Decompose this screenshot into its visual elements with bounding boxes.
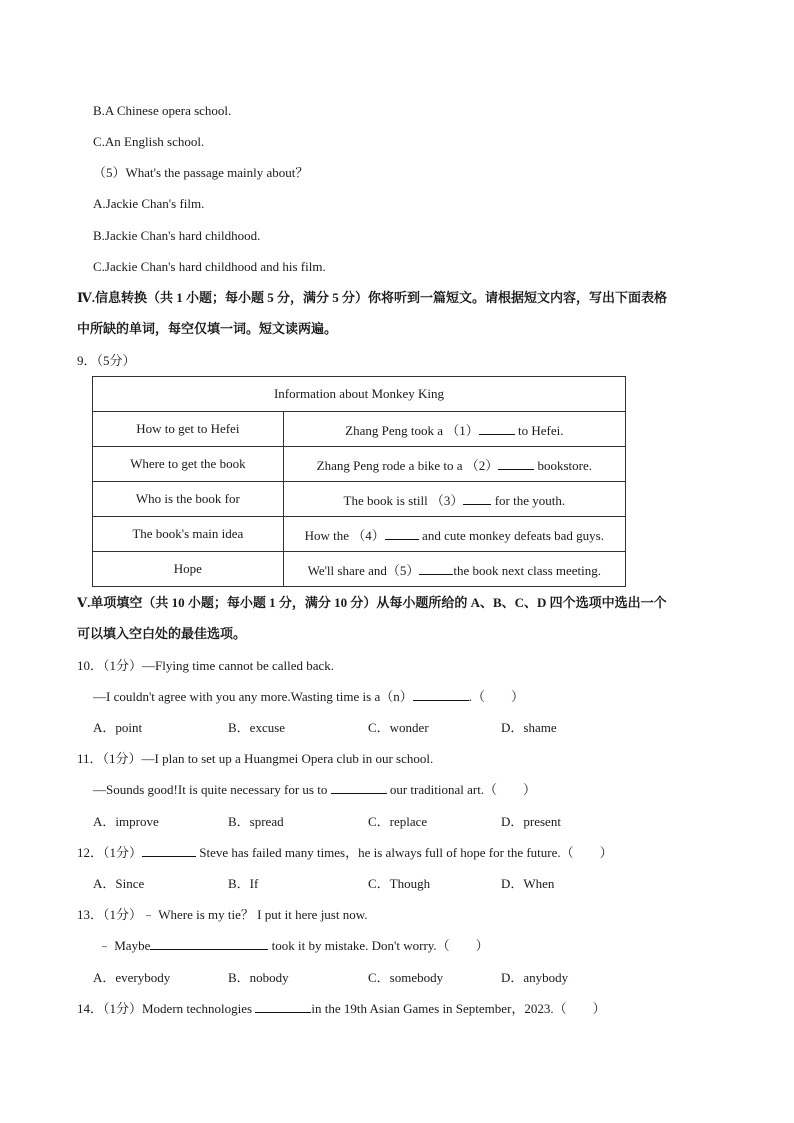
monkey-king-info-table: [92, 376, 626, 587]
q8-option-b: B.A Chinese opera school.: [93, 103, 232, 118]
row-label: How to get to Hefei: [93, 412, 284, 447]
question-13-stem: 13．（1分）﹣ Where is my tie？ I put it here just now.: [77, 907, 368, 922]
section-4-heading-line2: 中所缺的单词，每空仅填一词。短文读两遍。: [77, 321, 338, 336]
q8-5-option-b: B.Jackie Chan's hard childhood.: [93, 228, 261, 243]
row-content: Zhang Peng rode a bike to a （2） bookstore.: [283, 447, 625, 482]
q8-5-option-c: C.Jackie Chan's hard childhood and his film.: [93, 259, 326, 274]
answer-blank[interactable]: [255, 1001, 311, 1013]
question-13-line2: ﹣ Maybe took it by mistake. Don't worry.（ ）: [98, 938, 489, 953]
row-content: How the （4） and cute monkey defeats bad guys.: [283, 517, 625, 552]
table-row: [93, 412, 626, 447]
option-a[interactable]: A．improve: [93, 814, 159, 829]
option-a[interactable]: A．Since: [93, 876, 145, 891]
answer-blank[interactable]: [331, 782, 387, 794]
answer-blank-5[interactable]: [419, 563, 453, 575]
option-a[interactable]: A．everybody: [93, 970, 171, 985]
row-label: Who is the book for: [93, 482, 284, 517]
option-d[interactable]: D．When: [501, 876, 555, 891]
q8-option-c: C.An English school.: [93, 134, 205, 149]
row-content: We'll share and（5） the book next class meeting.: [283, 552, 625, 587]
question-14-stem: 14．（1分）Modern technologies in the 19th Asian Games in September，2023.（ ）: [77, 1001, 606, 1016]
answer-blank-2[interactable]: [498, 458, 534, 470]
answer-blank-3[interactable]: [463, 493, 491, 505]
table-row: [93, 552, 626, 587]
option-b[interactable]: B．nobody: [228, 970, 289, 985]
table-title: Information about Monkey King: [93, 377, 626, 412]
option-b[interactable]: B．If: [228, 876, 259, 891]
question-11-stem: 11．（1分）—I plan to set up a Huangmei Opera club in our school.: [77, 751, 434, 766]
q8-5-option-a: A.Jackie Chan's film.: [93, 196, 205, 211]
section-5-heading-line2: 可以填入空白处的最佳选项。: [77, 626, 247, 641]
option-b[interactable]: B．excuse: [228, 720, 286, 735]
option-b[interactable]: B．spread: [228, 814, 284, 829]
option-c[interactable]: C．Though: [368, 876, 431, 891]
answer-blank-4[interactable]: [385, 528, 419, 540]
option-c[interactable]: C．somebody: [368, 970, 444, 985]
row-label: Where to get the book: [93, 447, 284, 482]
question-9-number: 9．（5分）: [77, 353, 136, 368]
question-10-line2: —I couldn't agree with you any more.Wasting time is a（n） .（ ）: [93, 689, 524, 704]
answer-blank[interactable]: [150, 938, 268, 950]
answer-blank[interactable]: [142, 845, 196, 857]
section-4-heading-line1: Ⅳ.信息转换（共 1 小题；每小题 5 分，满分 5 分）你将听到一篇短文。请根据短文内容，写出下面表格: [77, 290, 668, 305]
table-title-row: [93, 377, 626, 412]
row-label: The book's main idea: [93, 517, 284, 552]
answer-blank[interactable]: [413, 689, 469, 701]
row-label: Hope: [93, 552, 284, 587]
table-row: [93, 447, 626, 482]
row-content: Zhang Peng took a （1） to Hefei.: [283, 412, 625, 447]
table-row: [93, 517, 626, 552]
option-c[interactable]: C．wonder: [368, 720, 429, 735]
option-d[interactable]: D．present: [501, 814, 561, 829]
question-11-line2: —Sounds good!It is quite necessary for us to our traditional art.（ ）: [93, 782, 537, 797]
table-row: [93, 482, 626, 517]
option-a[interactable]: A．point: [93, 720, 143, 735]
answer-blank-1[interactable]: [479, 423, 515, 435]
section-5-heading-line1: Ⅴ.单项填空（共 10 小题；每小题 1 分，满分 10 分）从每小题所给的 A、B、C、D 四个选项中选出一个: [77, 595, 667, 610]
row-content: The book is still （3） for the youth.: [283, 482, 625, 517]
option-d[interactable]: D．anybody: [501, 970, 569, 985]
question-12-stem: 12．（1分） Steve has failed many times，he is always full of hope for the future.（ ）: [77, 845, 613, 860]
question-10-stem: 10．（1分）—Flying time cannot be called back.: [77, 658, 335, 673]
q8-5-stem: （5）What's the passage mainly about？: [93, 165, 309, 180]
option-c[interactable]: C．replace: [368, 814, 428, 829]
option-d[interactable]: D．shame: [501, 720, 557, 735]
